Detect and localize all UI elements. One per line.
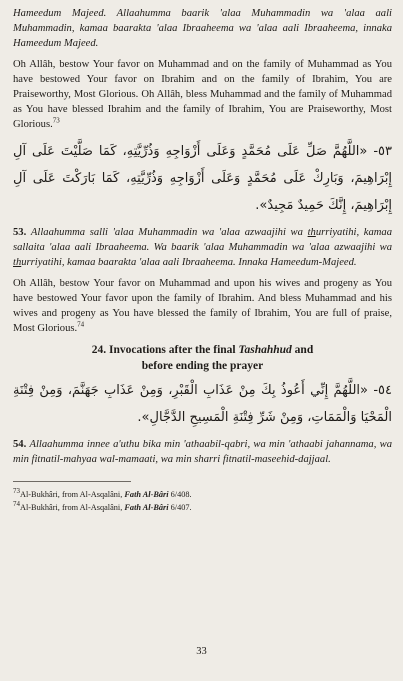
section-title-line2: before ending the prayer <box>141 360 264 372</box>
transliteration-text-53 <box>13 227 392 268</box>
translit-part-c: urriyatihi, kamaa baarakta 'alaa aali Ibraaheema. Innaka Hameedum-Majeed. <box>21 257 357 268</box>
translit-part-a: Allaahumma salli 'alaa Muhammadin wa 'alaa azwaajihi wa <box>30 227 308 238</box>
footnote-divider <box>13 481 131 482</box>
page-number: 33 <box>196 646 207 657</box>
item-number-54: 54. <box>13 439 27 450</box>
section-title-emphasis: Tashahhud <box>238 344 292 356</box>
section-title-part: 24. Invocations after the final <box>91 344 239 356</box>
footnote-number: 74 <box>13 500 20 509</box>
item-number-53: 53. <box>13 227 27 238</box>
footnote-book: Fath Al-Bâri <box>124 490 169 499</box>
arabic-supplication-54: ٥٤- «اللَّهُمَّ إِنِّي أَعُوذُ بِكَ مِنْ عَذَابِ الْقَبْرِ، وَمِنْ عَذَابِ جَهَنَّمَ، وَمِنْ فِتْنَةِ الْمَحْيَا وَالْمَمَاتِ، وَمِنْ شَرِّ فِتْنَةِ الْمَسِيحِ الدَّجَّالِ». <box>13 383 392 425</box>
footnote-74 <box>13 501 392 514</box>
footnote-reference: 6/407. <box>168 503 192 512</box>
transliteration-text-54: Allaahumma innee a'uthu bika min 'athaabil-qabri, wa min 'athaabi jahannama, wa min fitnatil-mahyaa wal-mamaati, wa min sharri fitnatil-maseehid-dajjaal. <box>13 439 392 465</box>
footnote-source: Al-Bukhâri, from Al-Asqalâni, <box>20 490 125 499</box>
transliteration-continued: Hameedum Majeed. Allaahumma baarik 'alaa Muhammadin wa 'alaa aali Muhammadin, kamaa baarakta 'alaa Ibraaheema wa 'alaa aali Ibraaheema, innaka Hameedum Majeed. <box>13 8 392 49</box>
footnote-ref-73: 73 <box>52 116 60 125</box>
section-heading <box>13 342 392 374</box>
translation-text: Oh Allâh, bestow Your favor on Muhammad and on the family of Muhammad as You have bestowed Your favor on Ibrahim and on the family of Ibrahim, You are Praiseworthy, Most Glorious. Oh Allâh, bless Muhammad and the family of Muhammad as You have blessed Ibrahim and the family of Ibrahim, You are Praiseworthy, Most Glorious. <box>13 59 392 130</box>
section-title-line1 <box>13 342 392 358</box>
translit-underlined-th: th <box>13 257 22 268</box>
footnote-book: Fath Al-Bâri <box>124 503 169 512</box>
transliteration-53 <box>13 225 392 270</box>
footnote-number: 73 <box>13 487 20 496</box>
translation-paragraph <box>13 57 392 132</box>
section-title-part: and <box>291 344 314 356</box>
translit-part-b: urriyatihi, kamaa sallaita 'alaa aali Ibraaheema. Wa baarik 'alaa Muhammadin wa 'alaa azwaajihi wa <box>13 227 393 253</box>
transliteration-54 <box>13 437 392 467</box>
translation-text-53: Oh Allâh, bestow Your favor on Muhammad and upon his wives and progeny as You have bestowed Your favor upon the family of Ibrahim. And bless Muhammad and his wives and progeny as You have blessed the family of Ibrahim, You are full of praise, Most Glorious. <box>13 278 392 334</box>
footnote-ref-74: 74 <box>77 320 85 329</box>
footnote-source: Al-Bukhâri, from Al-Asqalâni, <box>20 503 125 512</box>
footnote-reference: 6/408. <box>168 490 192 499</box>
translit-underlined-th: th <box>307 227 316 238</box>
arabic-supplication-53: ٥٣- «اللَّهُمَّ صَلِّ عَلَى مُحَمَّدٍ وَعَلَى أَزْوَاجِهِ وَذُرِّيَّتِهِ، كَمَا صَلَّيْتَ عَلَى آلِ إِبْرَاهِيمَ، وَبَارِكْ عَلَى مُحَمَّدٍ وَعَلَى أَزْوَاجِهِ وَذُرِّيَّتِهِ، كَمَا بَارَكْتَ عَلَى آلِ إِبْرَاهِيمَ، إِنَّكَ حَمِيدٌ مَجِيدٌ». <box>13 144 392 213</box>
footnote-73 <box>13 488 392 501</box>
translation-53 <box>13 276 392 336</box>
